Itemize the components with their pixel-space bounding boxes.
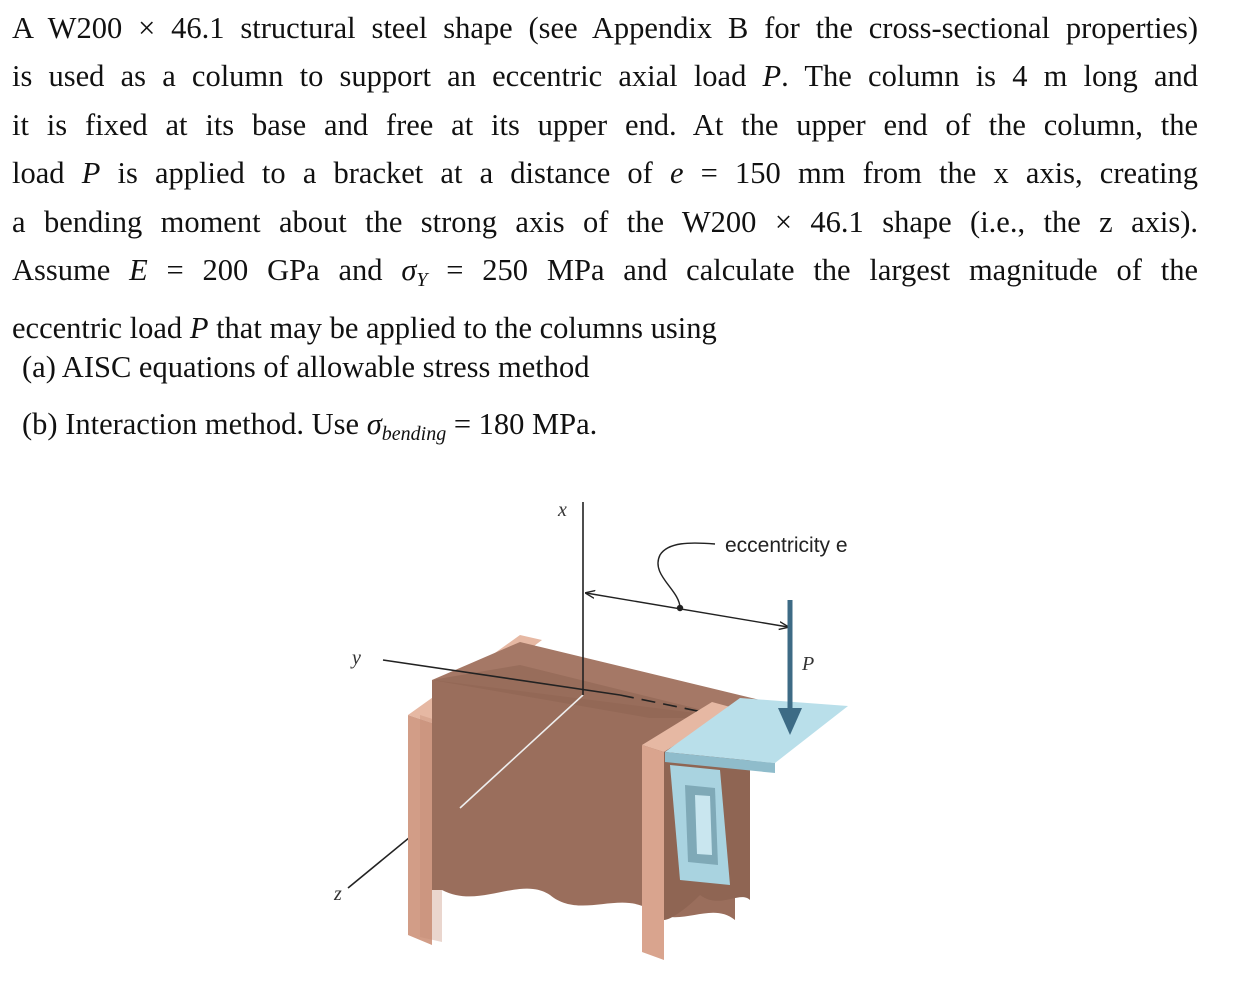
y-label: y [352,647,361,669]
problem-line-3: it is fixed at its base and free at its upper end. At the upper end of the column, the [12,107,1198,142]
z-label: z [334,883,342,905]
column-figure [320,490,880,990]
problem-line-1: A W200 × 46.1 structural steel shape (see Appendix B for the cross-sectional properties) [12,11,1198,45]
part-a: (a) AISC equations of allowable stress method [22,350,590,384]
problem-line-7: eccentric load P that may be applied to the columns using [12,311,717,346]
problem-line-5: a bending moment about the strong axis of the W200 × 46.1 shape (i.e., the z axis). [12,204,1198,239]
part-b: (b) Interaction method. Use $\sigma_{bending} = 180$ MPa. [22,407,598,445]
eccentricity-dimension [586,593,788,627]
problem-line-2: is used as a column to support an eccentric axial load P. The column is 4 m long and [12,59,1199,94]
P-label: P [802,653,815,675]
eccentricity-label: eccentricity e [725,534,848,557]
problem-line-4: load P is applied to a bracket at a distance of e = 150 mm from the x axis, creating [12,156,1198,191]
problem-statement [12,4,1198,353]
x-label: x [558,499,567,521]
problem-line-6: Assume E = 200 GPa and $\sigma_Y = 250$ MPa and calculate the largest magnitude of the [12,253,1198,292]
load-arrow [778,600,802,735]
eccentricity-leader [658,543,715,608]
